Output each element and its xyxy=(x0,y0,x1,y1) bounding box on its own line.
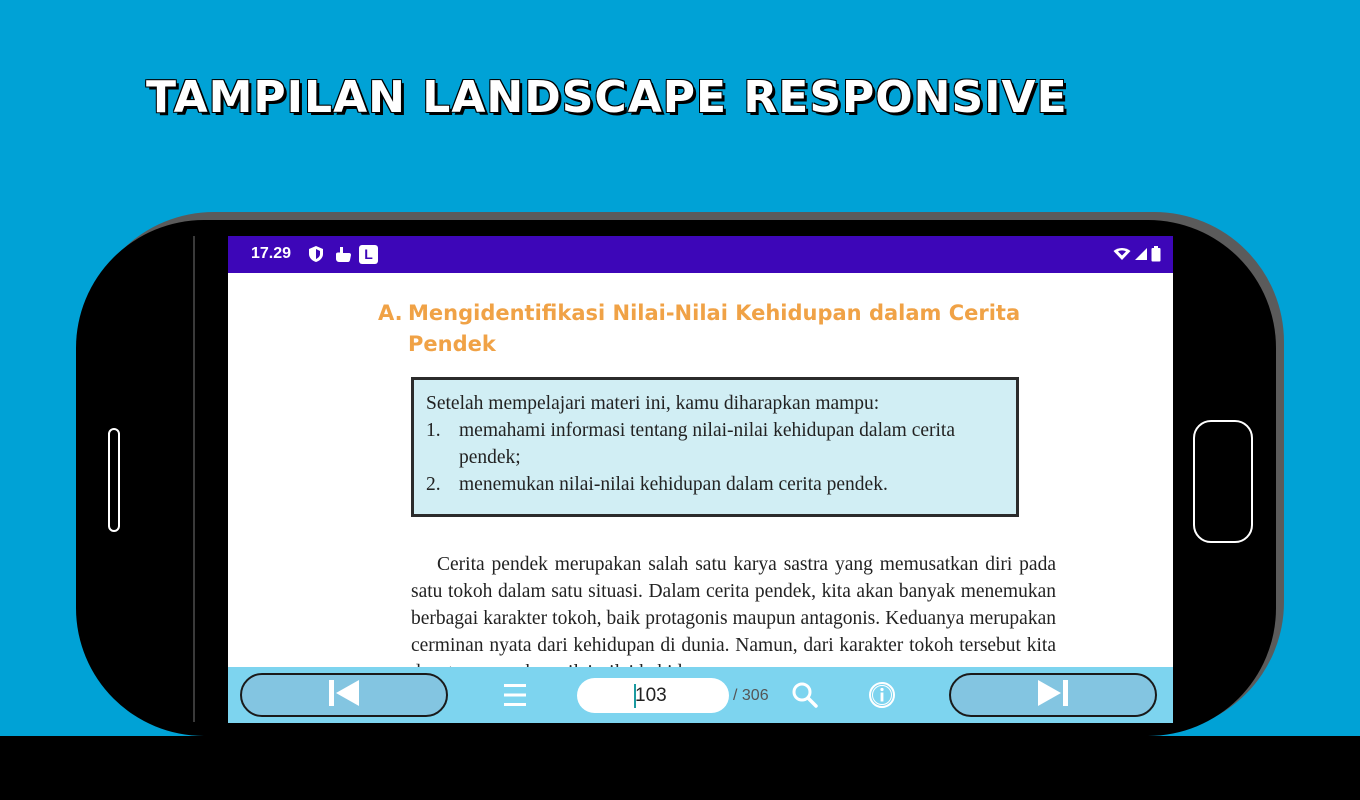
section-heading xyxy=(378,298,1078,360)
section-title: Mengidentifikasi Nilai-Nilai Kehidupan dalam Cerita Pendek xyxy=(408,301,1021,356)
shield-icon xyxy=(308,245,324,268)
search-icon[interactable] xyxy=(791,681,819,714)
status-time: 17.29 xyxy=(251,245,292,262)
learning-objectives-box xyxy=(411,377,1019,517)
page-number-input[interactable] xyxy=(577,678,729,713)
next-page-button[interactable] xyxy=(949,673,1157,717)
status-right-icons xyxy=(1113,246,1161,267)
skip-previous-icon xyxy=(327,679,361,712)
body-paragraph: Cerita pendek merupakan salah satu karya sastra yang memusatkan diri pada satu tokoh dalam satu situasi. Dalam cerita pendek, kita akan banyak menemukan berbagai karakter tokoh, baik protagonis maupun antagonis. Keduanya merupakan cerminan nyata dari kehidupan di dunia. Namun, dari karakter tokoh tersebut kita xyxy=(411,554,1056,656)
status-bar xyxy=(228,236,1173,273)
bezel-divider xyxy=(193,236,195,722)
objective-item: 1. memahami informasi tentang nilai-nilai kehidupan dalam cerita pendek; xyxy=(426,420,955,468)
hand-icon xyxy=(334,245,352,268)
phone-home-button xyxy=(1193,420,1253,543)
previous-page-button[interactable] xyxy=(240,673,448,717)
phone-screen xyxy=(228,236,1173,723)
signal-icon xyxy=(1134,247,1148,266)
phone-volume-button xyxy=(108,428,120,532)
total-pages: / 306 xyxy=(733,687,769,704)
book-page[interactable] xyxy=(228,273,1173,667)
objectives-intro: Setelah mempelajari materi ini, kamu diharapkan mampu: xyxy=(426,393,880,414)
section-number: A. xyxy=(378,301,403,325)
info-icon[interactable] xyxy=(868,681,896,714)
objective-item: 2. menemukan nilai-nilai kehidupan dalam cerita pendek. xyxy=(426,474,888,495)
menu-icon[interactable] xyxy=(503,682,527,713)
text-caret xyxy=(634,684,636,708)
wifi-icon xyxy=(1113,247,1131,266)
banner-title: TAMPILAN LANDSCAPE RESPONSIVE xyxy=(146,72,1068,123)
skip-next-icon xyxy=(1036,679,1070,712)
floor xyxy=(0,736,1360,800)
battery-icon xyxy=(1151,246,1161,267)
l-app-icon: L xyxy=(359,245,378,264)
reader-toolbar xyxy=(228,667,1173,723)
